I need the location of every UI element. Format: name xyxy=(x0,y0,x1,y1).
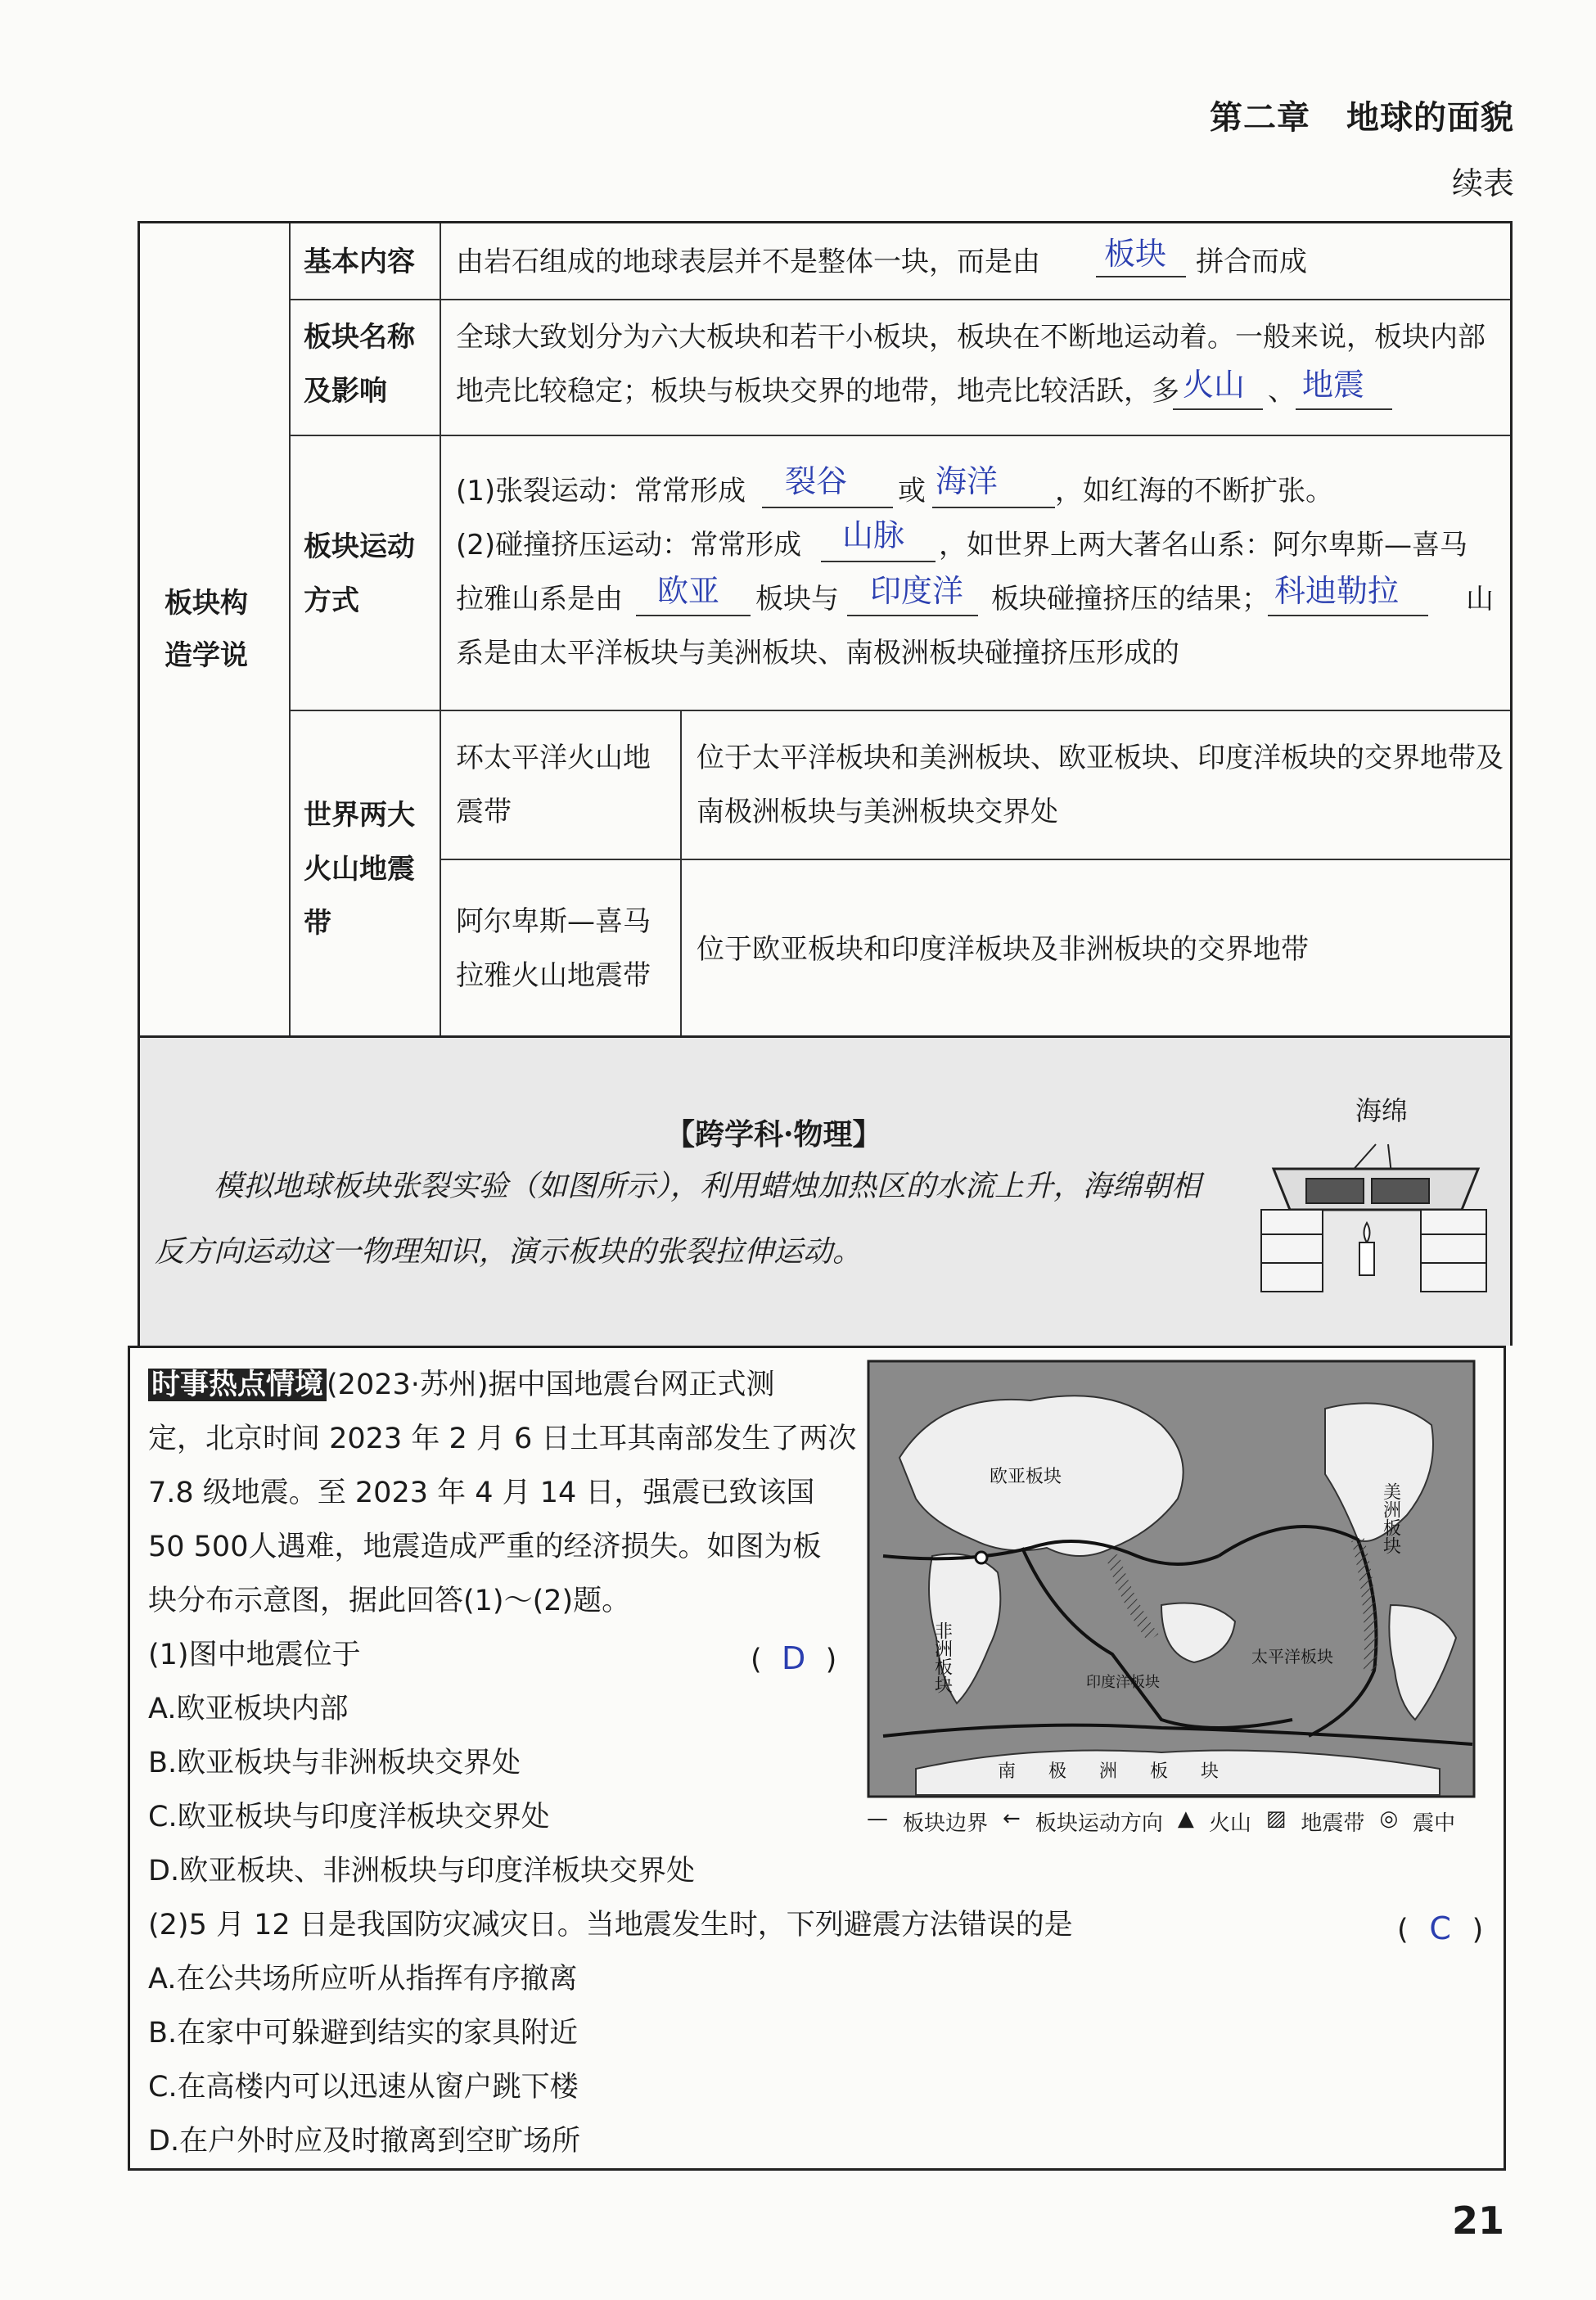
physics-line2: 反方向运动这一物理知识，演示板块的张裂拉伸运动。 xyxy=(155,1235,863,1269)
move-l3d: 山 xyxy=(1466,583,1494,616)
legend-quake-belt: 地震带 xyxy=(1301,1811,1365,1836)
page-number: 21 xyxy=(1451,2199,1504,2243)
row-label-names: 板块名称及影响 xyxy=(304,321,415,408)
names-line1: 全球大致划分为六大板块和若干小板块，板块在不断地运动着。一般来说，板块内部 xyxy=(456,321,1486,354)
map-legend xyxy=(867,1806,1476,1837)
q2-option-c[interactable]: C.在高楼内可以迅速从窗户跳下楼 xyxy=(148,2071,579,2104)
legend-volcano-icon: ▲ xyxy=(1177,1806,1194,1831)
physics-title: 【跨学科·物理】 xyxy=(665,1117,882,1152)
continued-label: 续表 xyxy=(1451,165,1514,201)
q1-answer-bracket: ( D ) xyxy=(751,1631,836,1687)
q2-option-b[interactable]: B.在家中可躲避到结实的家具附近 xyxy=(148,2017,579,2050)
answer-ocean: 海洋 xyxy=(936,463,999,499)
belt-name-pacific: 环太平洋火山地震带 xyxy=(456,742,651,828)
answer-indian-ocean: 印度洋 xyxy=(870,573,964,609)
epicenter-marker xyxy=(976,1552,987,1563)
move-l1c: ，如红海的不断扩张。 xyxy=(1055,475,1333,507)
plate-tectonics-table xyxy=(138,221,1513,1038)
sponge-label: 海绵 xyxy=(1355,1095,1409,1126)
row-label-belts: 世界两大火山地震带 xyxy=(304,799,415,940)
q1-stem: (1)图中地震位于 xyxy=(148,1639,361,1671)
q1-answer: D xyxy=(782,1640,806,1676)
map-label-indian-ocean: 印度洋板块 xyxy=(1086,1674,1160,1691)
map-label-antarctic: 南极洲板块 xyxy=(998,1761,1252,1782)
intro-line-1 xyxy=(148,1358,775,1412)
legend-boundary: 板块边界 xyxy=(903,1811,989,1836)
intro-line-2: 定，北京时间 2023 年 2 月 6 日土耳其南部发生了两次 xyxy=(148,1423,857,1455)
question-box xyxy=(128,1346,1506,2171)
answer-rift: 裂谷 xyxy=(785,463,848,499)
q2-answer-bracket: ( C ) xyxy=(1397,1901,1483,1957)
legend-boundary-icon: — xyxy=(867,1806,888,1831)
answer-earthquake: 地震 xyxy=(1302,367,1365,403)
legend-epicenter-icon: ◎ xyxy=(1379,1806,1399,1831)
answer-banku: 板块 xyxy=(1104,236,1167,272)
q2-option-a[interactable]: A.在公共场所应听从指挥有序撤离 xyxy=(148,1963,578,1996)
row-label-basic: 基本内容 xyxy=(304,246,415,278)
move-l4: 系是由太平洋板块与美洲板块、南极洲板块碰撞挤压形成的 xyxy=(456,637,1179,670)
basic-text-before: 由岩石组成的地球表层并不是整体一块，而是由 xyxy=(456,246,1040,278)
answer-eurasia: 欧亚 xyxy=(657,573,720,609)
sponge-experiment-figure xyxy=(1245,1120,1490,1300)
map-label-america: 美洲板块 xyxy=(1380,1482,1401,1554)
intro-line-5: 块分布示意图，据此回答(1)～(2)题。 xyxy=(148,1585,631,1617)
move-l3b: 板块与 xyxy=(755,583,839,616)
q1-option-b[interactable]: B.欧亚板块与非洲板块交界处 xyxy=(148,1747,521,1779)
legend-volcano: 火山 xyxy=(1208,1811,1251,1836)
intro-line-4: 50 500人遇难，地震造成严重的经济损失。如图为板 xyxy=(148,1531,822,1563)
cross-subject-physics-box xyxy=(138,1038,1513,1346)
legend-epicenter: 震中 xyxy=(1413,1811,1456,1836)
chapter-name: 地球的面貌 xyxy=(1346,99,1514,137)
q1-option-c[interactable]: C.欧亚板块与印度洋板块交界处 xyxy=(148,1801,550,1833)
q2-option-d[interactable]: D.在户外时应及时撤离到空旷场所 xyxy=(148,2125,581,2158)
q2-stem: (2)5 月 12 日是我国防灾减灾日。当地震发生时，下列避震方法错误的是 xyxy=(148,1909,1073,1941)
names-line2: 地壳比较稳定；板块与板块交界的地带，地壳比较活跃，多 xyxy=(456,375,1179,408)
belt-desc-pacific: 位于太平洋板块和美洲板块、欧亚板块、印度洋板块的交界地带及南极洲板块与美洲板块交界处 xyxy=(697,742,1504,828)
map-label-africa: 非洲板块 xyxy=(931,1621,953,1693)
legend-arrow-icon: ← xyxy=(1003,1806,1021,1831)
map-label-pacific: 太平洋板块 xyxy=(1251,1647,1333,1666)
plate-map xyxy=(867,1360,1476,1798)
physics-line1: 模拟地球板块张裂实验（如图所示），利用蜡烛加热区的水流上升，海绵朝相 xyxy=(214,1170,1202,1203)
legend-quake-belt-icon: ▨ xyxy=(1265,1806,1287,1831)
move-l1b: 或 xyxy=(898,475,926,507)
move-l2a: (2)碰撞挤压运动：常常形成 xyxy=(456,529,802,561)
basic-text-after: 拼合而成 xyxy=(1196,246,1307,278)
intro-line-1-text: (2023·苏州)据中国地震台网正式测 xyxy=(327,1369,775,1401)
move-l1a: (1)张裂运动：常常形成 xyxy=(456,475,746,507)
chapter-number: 第二章 xyxy=(1210,99,1310,137)
map-label-eurasia: 欧亚板块 xyxy=(990,1467,1062,1487)
answer-mountain: 山脉 xyxy=(842,517,905,553)
intro-line-3: 7.8 级地震。至 2023 年 4 月 14 日，强震已致该国 xyxy=(148,1477,815,1509)
q1-option-d[interactable]: D.欧亚板块、非洲板块与印度洋板块交界处 xyxy=(148,1855,696,1887)
legend-direction: 板块运动方向 xyxy=(1035,1811,1163,1836)
q2-answer: C xyxy=(1429,1910,1451,1946)
move-l3a: 拉雅山系是由 xyxy=(456,583,623,616)
belt-desc-alpine: 位于欧亚板块和印度洋板块及非洲板块的交界地带 xyxy=(697,933,1309,966)
q1-option-a[interactable]: A.欧亚板块内部 xyxy=(148,1693,349,1725)
answer-volcano: 火山 xyxy=(1183,367,1246,403)
belt-name-alpine: 阿尔卑斯—喜马拉雅火山地震带 xyxy=(456,905,651,992)
move-l2b: ，如世界上两大著名山系：阿尔卑斯—喜马 xyxy=(939,529,1468,561)
names-sep: 、 xyxy=(1268,375,1296,408)
move-l3c: 板块碰撞挤压的结果； xyxy=(991,583,1269,616)
answer-cordillera: 科迪勒拉 xyxy=(1274,573,1400,609)
chapter-title xyxy=(1210,92,1514,138)
row-label-movement: 板块运动方式 xyxy=(304,530,415,617)
hot-topic-tag: 时事热点情境 xyxy=(148,1369,327,1401)
section-label: 板块构造学说 xyxy=(165,587,248,672)
